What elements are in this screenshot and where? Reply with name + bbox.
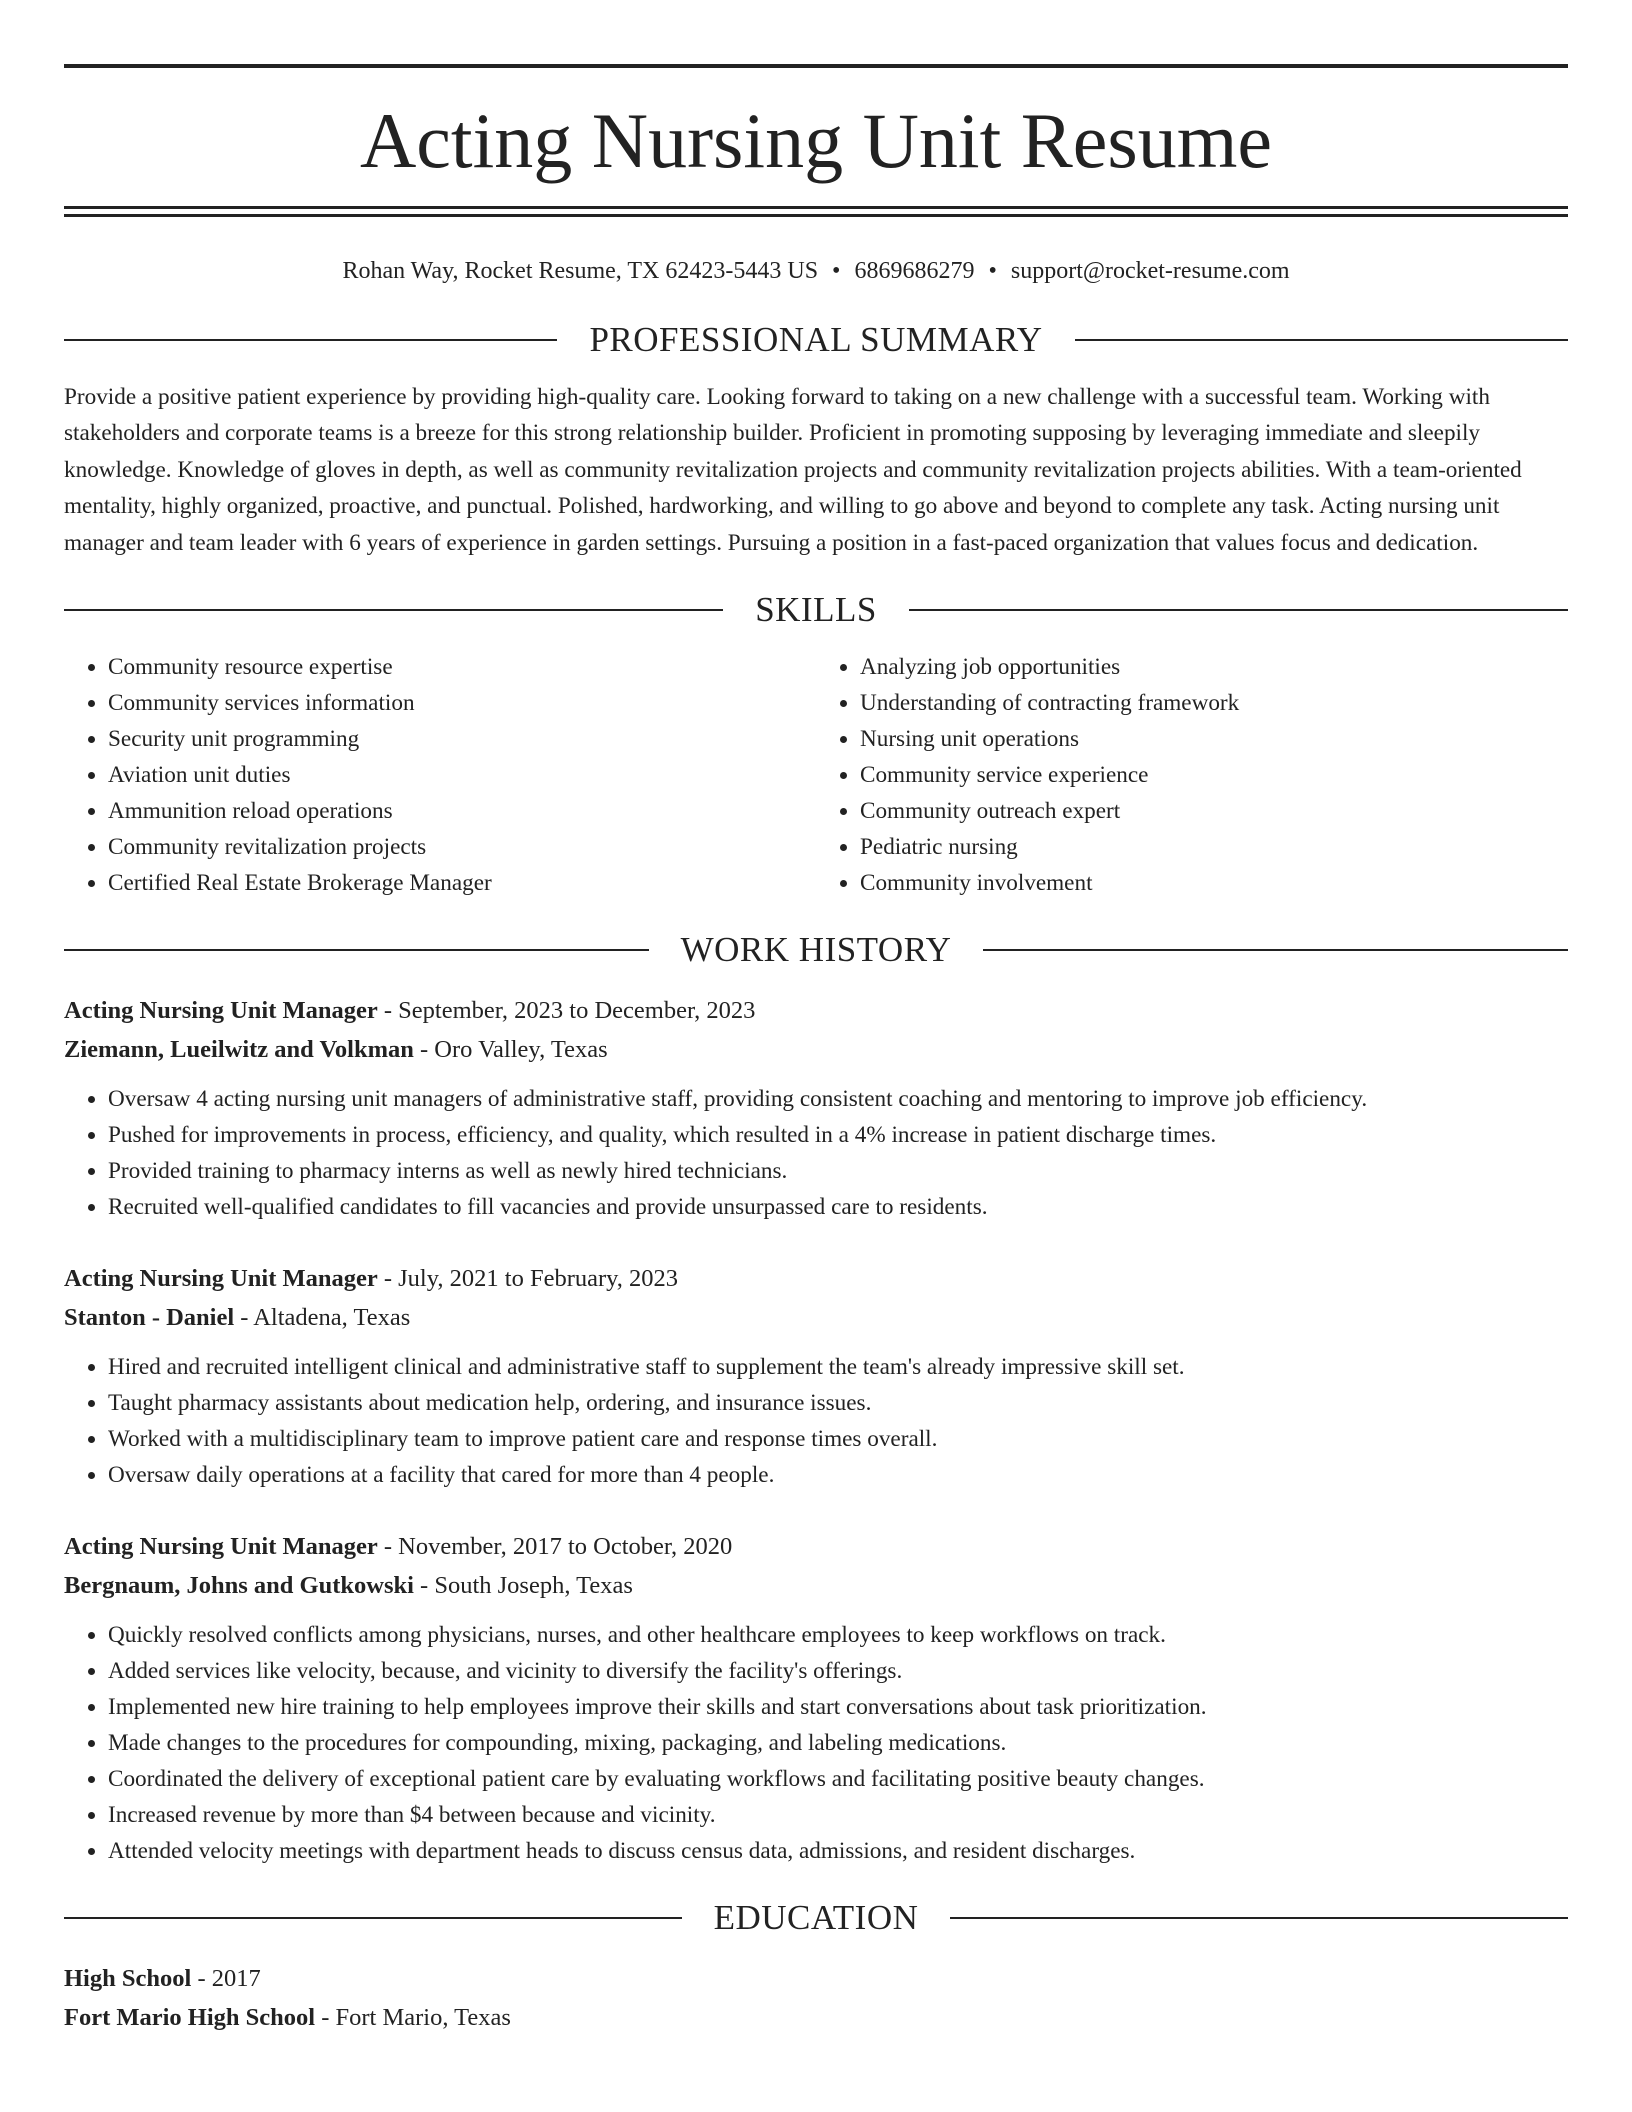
heading-rule-right [983, 949, 1568, 951]
job-bullets [64, 1617, 1568, 1869]
skill-item: • Certified Real Estate Brokerage Manager [108, 865, 816, 901]
skill-item: • Security unit programming [108, 721, 816, 757]
education-degree-line [64, 1959, 1568, 1998]
skill-item: • Community involvement [860, 865, 1568, 901]
summary-text: Provide a positive patient experience by providing high-quality care. Looking forward to taking on a new challenge with a successful team. Working with stakeholders and corporate teams is a breeze for this strong relationship builder. Proficient in promoting supposing by leveraging immediate and sleepily knowledge. Knowledge of gloves in depth, as well as community revitalization projects and community revitalization projects abilities. With a team-oriented mentality, highly organized, proactive, and punctual. Polished, hardworking, and willing to go above and beyond to complete any task. Acting nursing unit manager and team leader with 6 years of experience in garden settings. Pursuing a position in a fast-paced organization that values focus and dedication. [64, 384, 1522, 556]
job-location: - South Joseph, Texas [413, 1572, 633, 1600]
skill-item: • Pediatric nursing [860, 829, 1568, 865]
skill-item: • Nursing unit operations [860, 721, 1568, 757]
heading-rule-left [64, 949, 649, 951]
education-location: - Fort Mario, Texas [315, 2004, 511, 2032]
job-bullet: • Hired and recruited intelligent clinical and administrative staff to supplement the team's already impressive skill set. [108, 1349, 1568, 1385]
heading-rule-left [64, 1917, 682, 1919]
skill-item: • Community resource expertise [108, 649, 816, 685]
job-dates: - September, 2023 to December, 2023 [377, 997, 756, 1025]
job-bullet: • Oversaw daily operations at a facility that cared for more than 4 people. [108, 1457, 1568, 1493]
job-company-line [64, 1298, 1568, 1337]
job-bullets [64, 1349, 1568, 1493]
heading-rule-right [909, 609, 1568, 611]
skills-left-list [64, 649, 816, 901]
job-bullet: • Pushed for improvements in process, efficiency, and quality, which resulted in a 4% increase in patient discharge times. [108, 1117, 1568, 1153]
education-school-line [64, 1998, 1568, 2037]
skills-heading-label: SKILLS [755, 590, 877, 630]
education-year: - 2017 [191, 1965, 261, 1993]
job-bullet: • Recruited well-qualified candidates to fill vacancies and provide unsurpassed care to residents. [108, 1189, 1568, 1225]
education-entry [64, 1959, 1568, 2037]
contact-line [64, 251, 1568, 291]
contact-phone: 6869686279 [854, 258, 975, 284]
job-bullet: • Oversaw 4 acting nursing unit managers of administrative staff, providing consistent coaching and mentoring to improve job efficiency. [108, 1081, 1568, 1117]
heading-rule-right [950, 1917, 1568, 1919]
skills-section-heading [64, 583, 1568, 637]
education-degree: High School [64, 1965, 192, 1993]
job-bullet: • Added services like velocity, because, and vicinity to diversify the facility's offerings. [108, 1653, 1568, 1689]
job-bullet: • Worked with a multidisciplinary team to improve patient care and response times overall. [108, 1421, 1568, 1457]
job-bullet: • Implemented new hire training to help employees improve their skills and start conversations about task prioritization. [108, 1689, 1568, 1725]
job-entry [64, 991, 1568, 1225]
job-dates: - July, 2021 to February, 2023 [377, 1265, 679, 1293]
job-bullet: • Increased revenue by more than $4 between because and vicinity. [108, 1797, 1568, 1833]
skill-item: • Community outreach expert [860, 793, 1568, 829]
job-location: - Oro Valley, Texas [413, 1036, 608, 1064]
skill-item: • Ammunition reload operations [108, 793, 816, 829]
job-title-line [64, 1259, 1568, 1298]
job-title-line [64, 1527, 1568, 1566]
job-title: Acting Nursing Unit Manager [64, 997, 378, 1025]
job-entry [64, 1527, 1568, 1869]
job-dates: - November, 2017 to October, 2020 [377, 1533, 733, 1561]
job-entry [64, 1259, 1568, 1493]
resume-title: Acting Nursing Unit Resume [359, 97, 1273, 184]
job-title-line [64, 991, 1568, 1030]
skill-item: • Community services information [108, 685, 816, 721]
skill-item: • Analyzing job opportunities [860, 649, 1568, 685]
job-bullet: • Coordinated the delivery of exceptional patient care by evaluating workflows and facilitating positive beauty changes. [108, 1761, 1568, 1797]
skill-item: • Aviation unit duties [108, 757, 816, 793]
heading-rule-right [1075, 339, 1568, 341]
job-company: Ziemann, Lueilwitz and Volkman [64, 1036, 414, 1064]
education-school: Fort Mario High School [64, 2004, 316, 2032]
skill-item: • Community revitalization projects [108, 829, 816, 865]
job-bullet: • Attended velocity meetings with department heads to discuss census data, admissions, and resident discharges. [108, 1833, 1568, 1869]
title-double-rule [64, 206, 1568, 217]
summary-heading-label: PROFESSIONAL SUMMARY [589, 320, 1043, 359]
skill-item: • Community service experience [860, 757, 1568, 793]
contact-address: Rohan Way, Rocket Resume, TX 62423-5443 US [342, 258, 819, 284]
resume-page [64, 64, 1568, 2037]
job-company: Bergnaum, Johns and Gutkowski [64, 1572, 414, 1600]
work-heading-label: WORK HISTORY [680, 930, 952, 970]
heading-rule-left [64, 609, 723, 611]
contact-separator: • [832, 258, 841, 284]
work-section-heading [64, 923, 1568, 977]
job-title: Acting Nursing Unit Manager [64, 1265, 378, 1293]
job-company: Stanton - Daniel [64, 1304, 235, 1332]
job-company-line [64, 1030, 1568, 1069]
skill-item: • Understanding of contracting framework [860, 685, 1568, 721]
skills-columns [64, 649, 1568, 901]
education-heading-label: EDUCATION [713, 1898, 919, 1938]
job-company-line [64, 1566, 1568, 1605]
summary-section-heading [64, 313, 1568, 367]
job-bullet: • Taught pharmacy assistants about medication help, ordering, and insurance issues. [108, 1385, 1568, 1421]
contact-email: support@rocket-resume.com [1010, 258, 1290, 284]
job-title: Acting Nursing Unit Manager [64, 1533, 378, 1561]
contact-separator: • [988, 258, 997, 284]
top-rule [64, 64, 1568, 68]
job-bullet: • Quickly resolved conflicts among physicians, nurses, and other healthcare employees to keep workflows on track. [108, 1617, 1568, 1653]
job-location: - Altadena, Texas [234, 1304, 411, 1332]
job-bullet: • Made changes to the procedures for compounding, mixing, packaging, and labeling medications. [108, 1725, 1568, 1761]
job-bullets [64, 1081, 1568, 1225]
skills-right-list [816, 649, 1568, 901]
job-bullet: • Provided training to pharmacy interns as well as newly hired technicians. [108, 1153, 1568, 1189]
heading-rule-left [64, 339, 557, 341]
education-section-heading [64, 1891, 1568, 1945]
